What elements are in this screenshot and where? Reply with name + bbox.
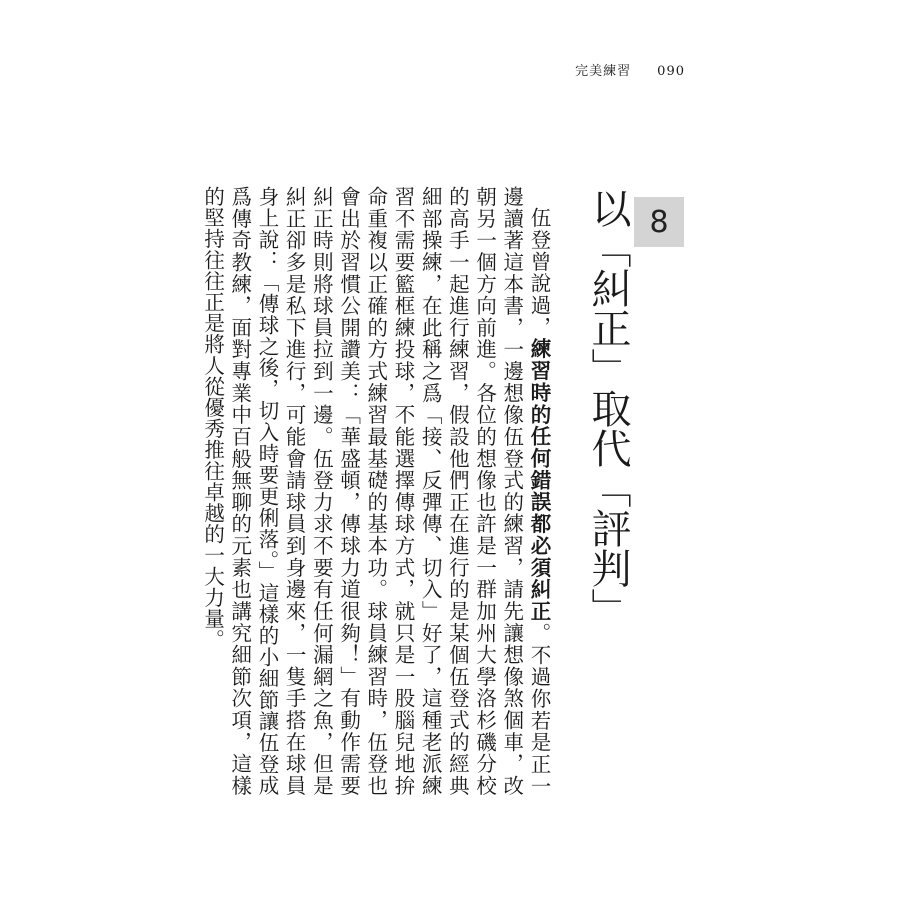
chapter-number: 8 — [649, 204, 669, 240]
paragraph-text: 伍登曾說過， — [527, 206, 551, 338]
emphasized-text: 練習時的任何錯誤都必須糾正 — [527, 337, 551, 622]
running-header — [575, 60, 685, 79]
chapter-number-badge — [634, 197, 684, 247]
paragraph — [198, 186, 552, 796]
page-number: 090 — [657, 64, 685, 79]
chapter-title: 以「糾正」取代「評判」 — [585, 188, 631, 628]
paragraph-text: 。不過你若是正一邊讀著這本書，一邊想像伍登式的練習，請先讓想像煞個車，改朝另一個方向前進。各位的想像也許是一群加州大學洛杉磯分校的高手一起進行練習，假設他們正在進行的是某個伍登式的經典細部操練，在此稱之爲「接、反彈傳、切入」好了，這種老派練習不需要籃框練投球，不能選擇傳球方式，就只是一股腦兒地拚命重複以正確的方式練習最基礎的基本功。球員練習時，伍登也會出於習慣公開讚美：「華盛頓，傳球力道很夠！」有動作需要糾正時則將球員拉到一邊。伍登力求不要有任何漏網之魚，但是糾正卻多是私下進行，可能會請球員到身邊來，一隻手搭在球員身上說：「傳球之後，切入時要更俐落。」這樣的小細節讓伍登成爲傳奇教練，面對專業中百般無聊的元素也講究細節次項，這樣的堅持往往正是將人從優秀推往卓越的一大力量。 — [200, 186, 551, 796]
body-text — [200, 186, 552, 796]
book-title: 完美練習 — [575, 64, 632, 79]
